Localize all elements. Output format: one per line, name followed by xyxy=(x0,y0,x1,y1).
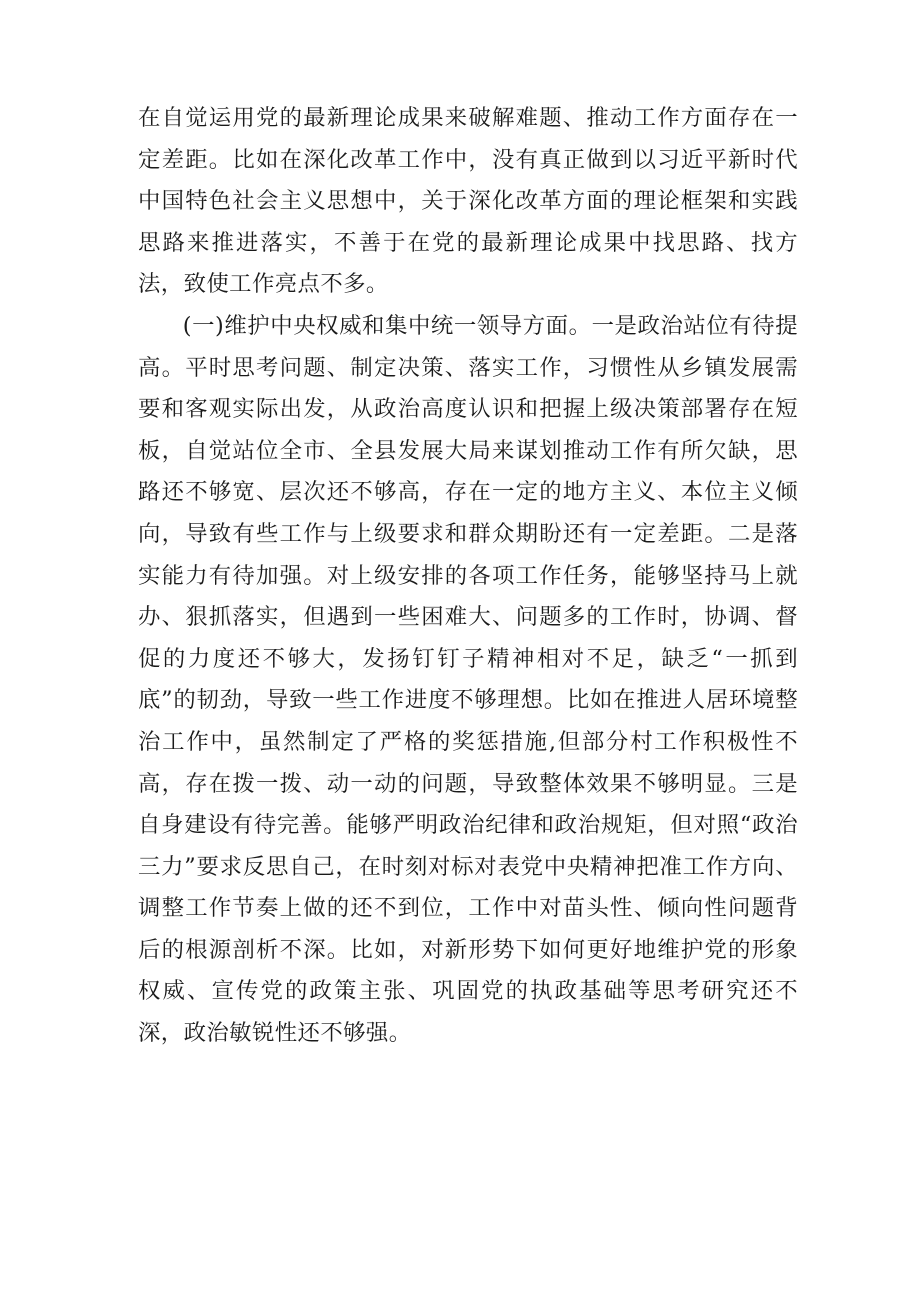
paragraph-continuation: 在自觉运用党的最新理论成果来破解难题、推动工作方面存在一定差距。比如在深化改革工作中，没有真正做到以习近平新时代中国特色社会主义思想中，关于深化改革方面的理论框架和实践思路来推进落实，不善于在党的最新理论成果中找思路、找方法，致使工作亮点不多。 xyxy=(138,105,798,298)
document-body xyxy=(138,98,798,1055)
paragraph-section-one: (一)维护中央权威和集中统一领导方面。一是政治站位有待提高。平时思考问题、制定决策、落实工作，习惯性从乡镇发展需要和客观实际出发，从政治高度认识和把握上级决策部署存在短板，自觉站位全市、全县发展大局来谋划推动工作有所欠缺，思路还不够宽、层次还不够高，存在一定的地方主义、本位主义倾向，导致有些工作与上级要求和群众期盼还有一定差距。二是落实能力有待加强。对上级安排的各项工作任务，能够坚持马上就办、狠抓落实，但遇到一些困难大、问题多的工作时，协调、督促的力度还不够大，发扬钉钉子精神相对不足，缺乏“一抓到底”的韧劲，导致一些工作进度不够理想。比如在推进人居环境整治工作中，虽然制定了严格的奖惩措施,但部分村工作积极性不高，存在拨一拨、动一动的问题，导致整体效果不够明显。三是自身建设有待完善。能够严明政治纪律和政治规矩，但对照“政治三力”要求反思自己，在时刻对标对表党中央精神把准工作方向、调整工作节奏上做的还不到位，工作中对苗头性、倾向性问题背后的根源剖析不深。比如，对新形势下如何更好地维护党的形象权威、宣传党的政策主张、巩固党的执政基础等思考研究还不深，政治敏锐性还不够强。 xyxy=(138,312,798,1047)
